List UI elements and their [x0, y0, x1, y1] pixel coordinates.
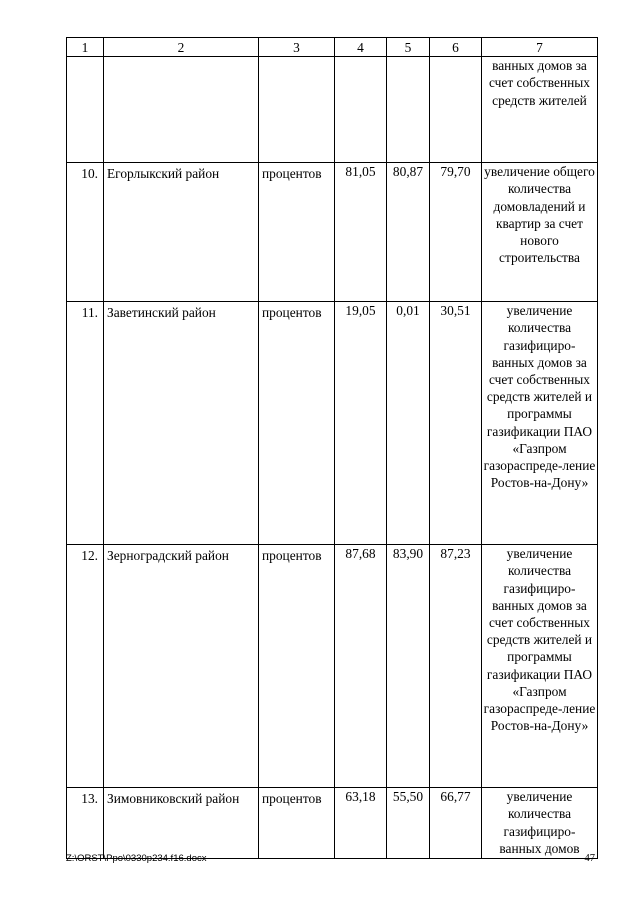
data-table — [66, 37, 598, 859]
value-cell — [387, 57, 430, 163]
unit-cell: процентов — [259, 788, 335, 859]
row-number: 11. — [67, 302, 104, 545]
column-header: 5 — [387, 38, 430, 57]
value-cell: 55,50 — [387, 788, 430, 859]
value-cell: 83,90 — [387, 545, 430, 788]
column-header: 4 — [335, 38, 387, 57]
row-number: 13. — [67, 788, 104, 859]
district-name: Зимовниковский район — [104, 788, 259, 859]
note-cell: увеличение количества газифициро-ванных домов за счет собственных средств жителей и программы газификации ПАО «Газпром газораспреде-ление Ростов-на-Дону» — [482, 545, 598, 788]
unit-cell: процентов — [259, 545, 335, 788]
row-number: 12. — [67, 545, 104, 788]
note-cell: увеличение общего количества домовладений и квартир за счет нового строительства — [482, 163, 598, 302]
page-number: 47 — [584, 853, 595, 864]
unit-cell — [259, 57, 335, 163]
value-cell: 80,87 — [387, 163, 430, 302]
value-cell: 87,68 — [335, 545, 387, 788]
column-header: 7 — [482, 38, 598, 57]
row-number — [67, 57, 104, 163]
table-row — [67, 302, 598, 545]
table-row — [67, 545, 598, 788]
table-row — [67, 163, 598, 302]
note-cell: увеличение количества газифициро-ванных домов за счет собственных средств жителей и программы газификации ПАО «Газпром газораспреде-ление Ростов-на-Дону» — [482, 302, 598, 545]
table-header-row — [67, 38, 598, 57]
value-cell: 81,05 — [335, 163, 387, 302]
value-cell: 79,70 — [430, 163, 482, 302]
table-row — [67, 57, 598, 163]
column-header: 1 — [67, 38, 104, 57]
column-header: 6 — [430, 38, 482, 57]
value-cell: 30,51 — [430, 302, 482, 545]
row-number: 10. — [67, 163, 104, 302]
column-header: 2 — [104, 38, 259, 57]
district-name: Заветинский район — [104, 302, 259, 545]
value-cell: 66,77 — [430, 788, 482, 859]
value-cell: 87,23 — [430, 545, 482, 788]
value-cell: 19,05 — [335, 302, 387, 545]
file-path: Z:\ORST\Ppo\0330p234.f16.docx — [66, 853, 207, 864]
value-cell: 63,18 — [335, 788, 387, 859]
value-cell — [335, 57, 387, 163]
value-cell: 0,01 — [387, 302, 430, 545]
value-cell — [430, 57, 482, 163]
note-cell: ванных домов за счет собственных средств жителей — [482, 57, 598, 163]
district-name: Егорлыкский район — [104, 163, 259, 302]
district-name — [104, 57, 259, 163]
column-header: 3 — [259, 38, 335, 57]
unit-cell: процентов — [259, 163, 335, 302]
unit-cell: процентов — [259, 302, 335, 545]
district-name: Зерноградский район — [104, 545, 259, 788]
note-cell: увеличение количества газифициро-ванных домов — [482, 788, 598, 859]
table-row — [67, 788, 598, 859]
